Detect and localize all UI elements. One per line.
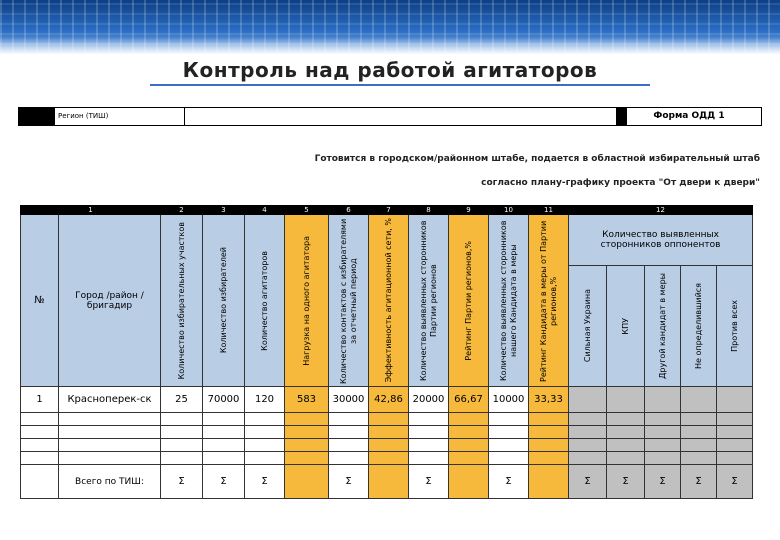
cell[interactable] — [449, 426, 489, 439]
subheader-cell — [717, 266, 753, 387]
cell[interactable] — [681, 452, 717, 465]
header-banner — [0, 0, 780, 55]
region-input[interactable] — [184, 107, 626, 126]
table-row — [21, 413, 753, 426]
cell-no[interactable]: 1 — [21, 387, 59, 413]
header-opponents: Количество выявленных сторонников оппонентов — [569, 215, 753, 266]
sum-opponent: Σ — [607, 465, 645, 499]
table-row — [21, 426, 753, 439]
header-agitators-label: Количество агитаторов — [259, 250, 269, 351]
cell-voters[interactable]: 70000 — [203, 387, 245, 413]
subheader-cell — [681, 266, 717, 387]
region-marker — [18, 107, 54, 126]
col-num: 12 — [569, 206, 753, 215]
sum-agitators: Σ — [245, 465, 285, 499]
header-voters-label: Количество избирателей — [218, 247, 228, 354]
cell-party-rating[interactable]: 66,67 — [449, 387, 489, 413]
table-row — [21, 439, 753, 452]
header-stations-label: Количество избирательных участков — [176, 221, 186, 380]
cell[interactable] — [717, 452, 753, 465]
total-party-rating — [449, 465, 489, 499]
cell[interactable] — [409, 452, 449, 465]
cell-efficiency[interactable]: 42,86 — [369, 387, 409, 413]
cell[interactable] — [21, 452, 59, 465]
cell[interactable] — [161, 413, 203, 426]
sum-supporters: Σ — [409, 465, 449, 499]
col-num: 7 — [369, 206, 409, 215]
total-row — [21, 465, 753, 499]
cell[interactable] — [607, 439, 645, 452]
cell[interactable] — [285, 452, 329, 465]
header-no: № — [21, 215, 59, 387]
form-marker — [617, 108, 627, 125]
subheader-cell — [569, 266, 607, 387]
sum-opponent: Σ — [569, 465, 607, 499]
subheader-label: Против всех — [729, 300, 739, 352]
cell[interactable] — [529, 426, 569, 439]
header-efficiency-label: Эффективность агитационной сети, % — [383, 218, 393, 383]
col-num: 6 — [329, 206, 369, 215]
cell[interactable] — [409, 426, 449, 439]
cell-opponent[interactable] — [681, 387, 717, 413]
cell[interactable] — [161, 439, 203, 452]
cell[interactable] — [285, 413, 329, 426]
col-num: 4 — [245, 206, 285, 215]
table-row — [21, 387, 753, 413]
header-candidate-rating — [529, 215, 569, 387]
header-efficiency — [369, 215, 409, 387]
cell[interactable] — [369, 426, 409, 439]
cell-contacts[interactable]: 30000 — [329, 387, 369, 413]
cell[interactable] — [203, 426, 245, 439]
page-title: Контроль над работой агитаторов — [182, 58, 598, 82]
cell[interactable] — [569, 426, 607, 439]
cell[interactable] — [645, 426, 681, 439]
cell[interactable] — [717, 426, 753, 439]
agitator-table — [20, 205, 753, 499]
cell[interactable] — [569, 452, 607, 465]
cell[interactable] — [449, 413, 489, 426]
cell-opponent[interactable] — [607, 387, 645, 413]
cell[interactable] — [329, 439, 369, 452]
header-stations — [161, 215, 203, 387]
sum-voters: Σ — [203, 465, 245, 499]
cell-supporters[interactable]: 20000 — [409, 387, 449, 413]
cell[interactable] — [569, 439, 607, 452]
cell[interactable] — [717, 413, 753, 426]
cell[interactable] — [203, 413, 245, 426]
header-agitators — [245, 215, 285, 387]
col-num: 3 — [203, 206, 245, 215]
cell[interactable] — [203, 452, 245, 465]
cell-load[interactable]: 583 — [285, 387, 329, 413]
cell-city[interactable]: Красноперек-ск — [59, 387, 161, 413]
cell[interactable] — [489, 426, 529, 439]
cell[interactable] — [645, 439, 681, 452]
cell[interactable] — [449, 452, 489, 465]
cell[interactable] — [203, 439, 245, 452]
form-label-box — [616, 107, 762, 126]
column-number-row — [21, 206, 753, 215]
header-supporters-label: Количество выявленных сторонников Партии регионов — [418, 220, 438, 381]
cell[interactable] — [59, 413, 161, 426]
cell[interactable] — [245, 439, 285, 452]
col-num: 8 — [409, 206, 449, 215]
cell[interactable] — [369, 439, 409, 452]
cell[interactable] — [329, 413, 369, 426]
cell[interactable] — [529, 452, 569, 465]
cell[interactable] — [681, 413, 717, 426]
subheader-cell — [645, 266, 681, 387]
total-no — [21, 465, 59, 499]
cell[interactable] — [607, 452, 645, 465]
cell[interactable] — [409, 439, 449, 452]
cell[interactable] — [569, 413, 607, 426]
header-load — [285, 215, 329, 387]
cell[interactable] — [489, 413, 529, 426]
sum-opponent: Σ — [717, 465, 753, 499]
cell[interactable] — [607, 426, 645, 439]
region-row — [18, 107, 762, 126]
title-underline — [150, 84, 650, 86]
region-label: Регион (ТИШ) — [54, 107, 185, 126]
cell[interactable] — [369, 452, 409, 465]
col-num: 10 — [489, 206, 529, 215]
header-contacts — [329, 215, 369, 387]
col-num: 11 — [529, 206, 569, 215]
cell-opponent[interactable] — [645, 387, 681, 413]
subheader-label: Другой кандидат в меры — [657, 273, 667, 379]
cell[interactable] — [329, 452, 369, 465]
cell-opponent[interactable] — [717, 387, 753, 413]
header-contacts-label: Количество контактов с избирателями за отчетный период — [338, 217, 358, 384]
total-load — [285, 465, 329, 499]
col-num: 9 — [449, 206, 489, 215]
subheader-label: Сильная Украина — [582, 289, 592, 363]
cell-stations[interactable]: 25 — [161, 387, 203, 413]
header-party-rating — [449, 215, 489, 387]
cell-candidate-rating[interactable]: 33,33 — [529, 387, 569, 413]
sum-opponent: Σ — [681, 465, 717, 499]
cell[interactable] — [59, 426, 161, 439]
cell[interactable] — [21, 426, 59, 439]
total-efficiency — [369, 465, 409, 499]
cell[interactable] — [529, 413, 569, 426]
total-candidate-rating — [529, 465, 569, 499]
col-num: 1 — [21, 206, 161, 215]
cell[interactable] — [161, 452, 203, 465]
header-load-label: Нагрузка на одного агитатора — [301, 235, 311, 366]
note-line-2: согласно плану-графику проекта "От двери к двери" — [481, 178, 760, 188]
sum-stations: Σ — [161, 465, 203, 499]
cell[interactable] — [717, 439, 753, 452]
header-candidate-supporters-label: Количество выявленных сторонников нашего Кандидата в меры — [498, 220, 518, 381]
cell[interactable] — [59, 452, 161, 465]
header-row — [21, 215, 753, 266]
col-num: 2 — [161, 206, 203, 215]
cell[interactable] — [489, 452, 529, 465]
sum-candidate-supporters: Σ — [489, 465, 529, 499]
subheader-label: Не определившийся — [693, 282, 703, 369]
cell[interactable] — [489, 439, 529, 452]
sum-opponent: Σ — [645, 465, 681, 499]
cell[interactable] — [681, 439, 717, 452]
subheader-label: КПУ — [620, 317, 630, 335]
header-candidate-rating-label: Рейтинг Кандидата в меры от Партии регионов,% — [538, 219, 558, 382]
cell[interactable] — [245, 413, 285, 426]
cell[interactable] — [329, 426, 369, 439]
table-row — [21, 452, 753, 465]
total-label: Всего по ТИШ: — [59, 465, 161, 499]
note-line-1: Готовится в городском/районном штабе, подается в областной избирательный штаб — [314, 154, 760, 164]
cell[interactable] — [59, 439, 161, 452]
cell[interactable] — [285, 439, 329, 452]
header-supporters — [409, 215, 449, 387]
cell-agitators[interactable]: 120 — [245, 387, 285, 413]
header-voters — [203, 215, 245, 387]
cell[interactable] — [245, 426, 285, 439]
header-party-rating-label: Рейтинг Партии регионов,% — [463, 240, 473, 361]
cell[interactable] — [161, 426, 203, 439]
cell[interactable] — [645, 452, 681, 465]
cell[interactable] — [21, 413, 59, 426]
col-num: 5 — [285, 206, 329, 215]
cell[interactable] — [245, 452, 285, 465]
cell[interactable] — [645, 413, 681, 426]
cell-opponent[interactable] — [569, 387, 607, 413]
cell[interactable] — [449, 439, 489, 452]
cell[interactable] — [285, 426, 329, 439]
subheader-cell — [607, 266, 645, 387]
cell[interactable] — [409, 413, 449, 426]
sum-contacts: Σ — [329, 465, 369, 499]
form-label: Форма ОДД 1 — [653, 111, 725, 121]
cell[interactable] — [681, 426, 717, 439]
cell[interactable] — [21, 439, 59, 452]
header-candidate-supporters — [489, 215, 529, 387]
cell-candidate-supporters[interactable]: 10000 — [489, 387, 529, 413]
cell[interactable] — [529, 439, 569, 452]
cell[interactable] — [607, 413, 645, 426]
header-city: Город /район / бригадир — [59, 215, 161, 387]
cell[interactable] — [369, 413, 409, 426]
